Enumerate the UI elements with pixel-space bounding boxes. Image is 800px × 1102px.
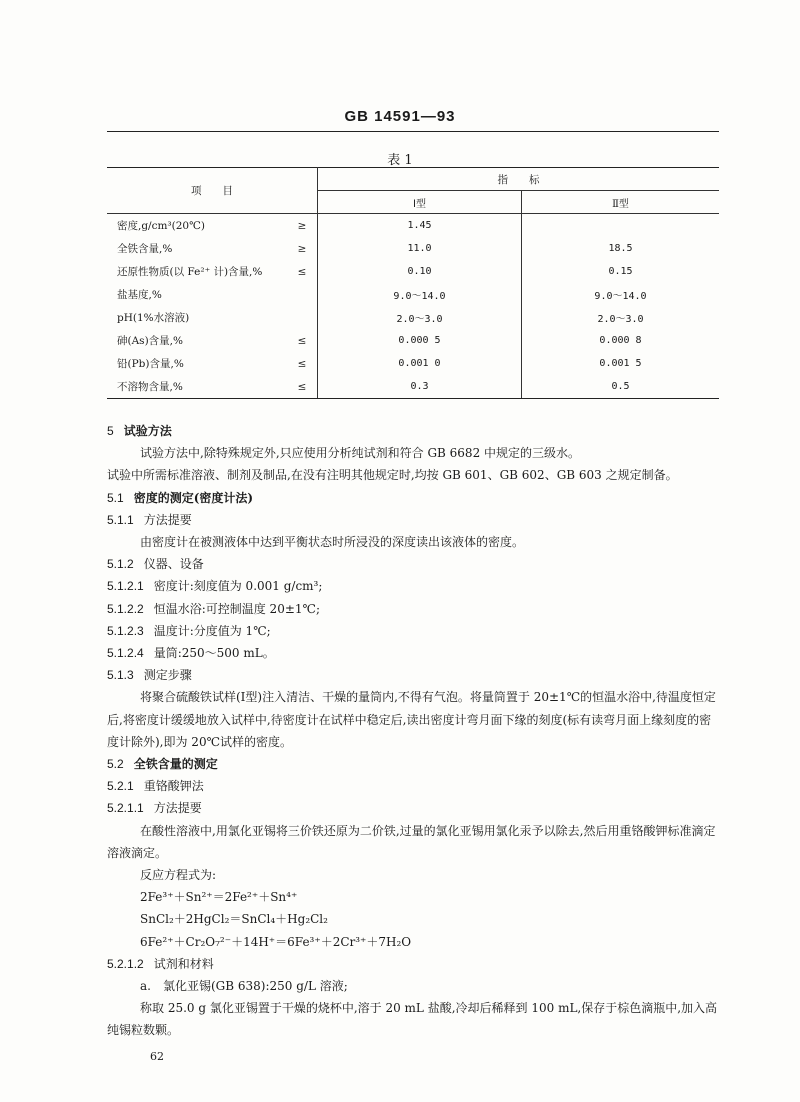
table-row (107, 329, 719, 352)
row-item: 密度,g/cm³(20℃) (117, 220, 205, 232)
section-5-2-heading: 5.2 全铁含量的测定 (107, 757, 218, 772)
paragraph: 试验中所需标准溶液、制剂及制品,在没有注明其他规定时,均按 GB 601、GB 602、GB 603 之规定制备。 (107, 468, 678, 483)
col-header-index: 指 标 (318, 168, 720, 191)
equation: SnCl₂＋2HgCl₂＝SnCl₄＋Hg₂Cl₂ (140, 912, 328, 927)
row-value-type2: 0.5 (522, 375, 720, 399)
section-title: 测定步骤 (143, 668, 192, 683)
list-item: 5.1.2.4 量筒:250～500 mL。 (107, 646, 275, 661)
equation: 2Fe³⁺＋Sn²⁺＝2Fe²⁺＋Sn⁴⁺ (140, 890, 298, 905)
section-5-1-heading: 5.1 密度的测定(密度计法) (107, 490, 254, 505)
list-item: 5.1.2.3 温度计:分度值为 1℃; (107, 623, 271, 638)
page-number: 62 (150, 1050, 164, 1063)
row-value-type2: 0.001 5 (599, 358, 642, 369)
row-symbol: ≥ (287, 237, 318, 260)
section-title: 方法提要 (143, 512, 192, 527)
table-row (107, 283, 719, 306)
row-item: 铅(Pb)含量,% (117, 358, 184, 370)
table-row (107, 352, 719, 375)
section-title: 试剂和材料 (153, 956, 214, 971)
paragraph: 在酸性溶液中,用氯化亚锡将三价铁还原为二价铁,过量的氯化亚锡用氯化汞予以除去,然后用重铬酸钾标准滴定溶液滴定。 (107, 823, 716, 860)
table-row (107, 237, 719, 260)
row-value-type1: 0.000 5 (318, 329, 522, 352)
section-title: 仪器、设备 (143, 557, 204, 572)
document-body (107, 420, 722, 1042)
equation-intro: 反应方程式为: (140, 868, 217, 883)
row-value-type2: 0.15 (608, 266, 633, 277)
row-value-type2: 0.000 8 (599, 335, 642, 346)
section-5-heading: 5 试验方法 (107, 424, 172, 438)
paragraph: 将聚合硫酸铁试样(Ⅰ型)注入清洁、干燥的量筒内,不得有气泡。将量筒置于 20±1℃的恒温水浴中,待温度恒定后,将密度计缓缓地放入试样中,待密度计在试样中稳定后,读出密度计弯月面下缘的刻度(标有读弯月面上缘刻度的密度计除外),即为 20℃试样的密度。 (107, 690, 716, 749)
list-item: 5.1.2.2 恒温水浴:可控制温度 20±1℃; (107, 601, 320, 616)
table-row (107, 214, 719, 238)
row-value-type1: 11.0 (318, 237, 522, 260)
row-symbol (287, 306, 318, 329)
col-header-item: 项 目 (107, 168, 318, 214)
row-value-type1: 0.001 0 (318, 352, 522, 375)
section-5-2-1-heading: 5.2.1 重铬酸钾法 (107, 779, 204, 794)
list-item: 5.1.2.1 密度计:刻度值为 0.001 g/cm³; (107, 579, 323, 594)
spec-table (107, 167, 719, 399)
row-item: 还原性物质(以 Fe²⁺ 计)含量,% (117, 266, 263, 278)
row-value-type2: 18.5 (608, 243, 633, 254)
section-title: 试验方法 (123, 424, 172, 438)
row-value-type1: 9.0～14.0 (318, 283, 522, 306)
table-row (107, 260, 719, 283)
section-5-2-1-2-heading: 5.2.1.2 试剂和材料 (107, 956, 214, 971)
standard-header: GB 14591—93 (344, 108, 456, 125)
row-value-type2 (522, 214, 720, 238)
section-5-2-1-1-heading: 5.2.1.1 方法提要 (107, 801, 202, 816)
row-symbol: ≤ (287, 260, 318, 283)
section-5-1-2-heading: 5.1.2 仪器、设备 (107, 557, 204, 572)
section-title: 密度的测定(密度计法) (133, 490, 254, 505)
equation: 6Fe²⁺＋Cr₂O₇²⁻＋14H⁺＝6Fe³⁺＋2Cr³⁺＋7H₂O (140, 934, 412, 949)
row-value-type1: 2.0～3.0 (318, 306, 522, 329)
paragraph: 称取 25.0 g 氯化亚锡置于干燥的烧杯中,溶于 20 mL 盐酸,冷却后稀释到 100 mL,保存于棕色滴瓶中,加入高纯锡粒数颗。 (107, 1001, 718, 1038)
row-symbol: ≤ (287, 352, 318, 375)
paragraph: 试验方法中,除特殊规定外,只应使用分析纯试剂和符合 GB 6682 中规定的三级水。 (140, 446, 581, 461)
table-row (107, 375, 719, 399)
col-header-type1: Ⅰ型 (318, 191, 522, 214)
section-title: 全铁含量的测定 (133, 757, 218, 772)
row-value-type1: 0.10 (318, 260, 522, 283)
row-symbol (287, 283, 318, 306)
row-symbol: ≤ (287, 375, 318, 399)
table-row (107, 306, 719, 329)
table-caption: 表 1 (387, 153, 413, 168)
row-item: 砷(As)含量,% (117, 335, 183, 347)
row-value-type1: 1.45 (318, 214, 522, 238)
row-symbol: ≥ (287, 214, 318, 238)
row-value-type2: 2.0～3.0 (597, 314, 644, 325)
row-value-type2: 9.0～14.0 (594, 291, 647, 302)
section-title: 方法提要 (153, 801, 202, 816)
paragraph: 由密度计在被测液体中达到平衡状态时所浸没的深度读出该液体的密度。 (140, 535, 525, 550)
row-item: 全铁含量,% (117, 243, 173, 255)
row-item: 盐基度,% (117, 289, 162, 301)
list-item: a. 氯化亚锡(GB 638):250 g/L 溶液; (140, 979, 348, 994)
row-item: 不溶物含量,% (107, 375, 287, 399)
section-5-1-3-heading: 5.1.3 测定步骤 (107, 668, 192, 683)
header-rule (107, 131, 719, 132)
col-header-type2: Ⅱ型 (522, 191, 720, 214)
row-value-type1: 0.3 (318, 375, 522, 399)
row-item: pH(1%水溶液) (117, 312, 190, 324)
section-title: 重铬酸钾法 (143, 779, 204, 794)
row-symbol: ≤ (287, 329, 318, 352)
section-5-1-1-heading: 5.1.1 方法提要 (107, 512, 192, 527)
